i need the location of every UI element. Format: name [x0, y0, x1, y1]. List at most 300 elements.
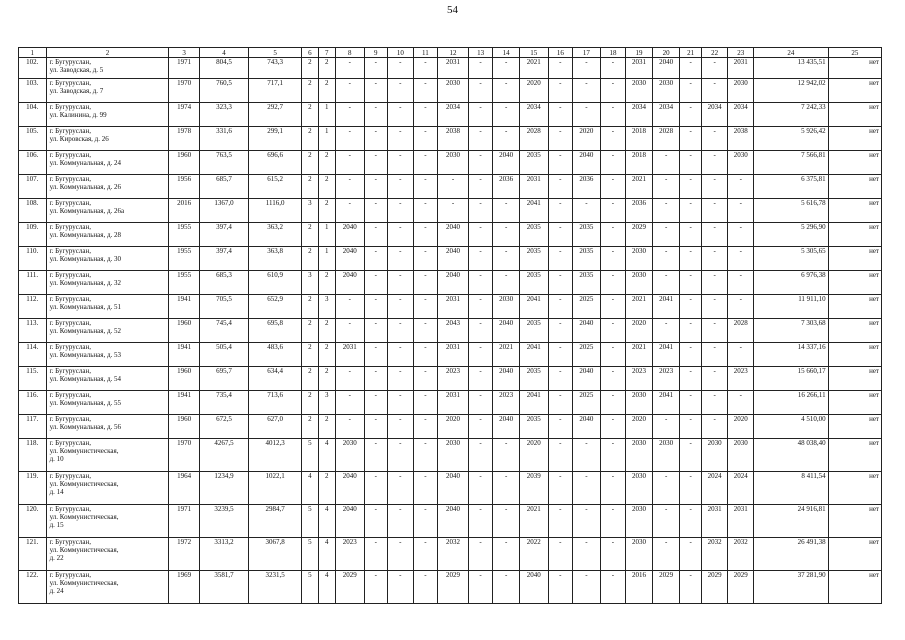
- value-cell-col-15: 2035: [519, 223, 548, 247]
- value-cell-col-21: -: [680, 58, 701, 79]
- value-cell-col-18: -: [600, 127, 626, 151]
- table-row: [19, 271, 882, 295]
- address-cell: [46, 415, 169, 439]
- column-number-header: 24: [754, 48, 829, 58]
- column-number-header: 13: [468, 48, 493, 58]
- address-line: ул. Коммунальная, д. 52: [49, 327, 122, 335]
- address-cell: [46, 367, 169, 391]
- value-cell-col-17: -: [573, 103, 601, 127]
- value-cell-col-4: 4267,5: [199, 439, 248, 472]
- value-cell-col-11: -: [413, 199, 438, 223]
- value-cell-col-9: -: [364, 295, 388, 319]
- value-cell-col-22: 2029: [701, 571, 728, 604]
- value-cell-col-24: 11 911,10: [754, 295, 829, 319]
- value-cell-col-3: 1964: [169, 472, 200, 505]
- value-cell-col-12: 2032: [438, 538, 469, 571]
- value-cell-col-17: 2040: [573, 415, 601, 439]
- value-cell-col-3: 1978: [169, 127, 200, 151]
- value-cell-col-4: 323,3: [199, 103, 248, 127]
- value-cell-col-9: -: [364, 199, 388, 223]
- value-cell-col-8: -: [335, 127, 364, 151]
- value-cell-col-9: -: [364, 223, 388, 247]
- column-number-header: 20: [652, 48, 680, 58]
- value-cell-col-4: 397,4: [199, 223, 248, 247]
- table-row: [19, 415, 882, 439]
- value-cell-col-7: 2: [318, 343, 335, 367]
- value-cell-col-19: 2029: [626, 223, 653, 247]
- value-cell-col-21: -: [680, 472, 701, 505]
- value-cell-col-21: -: [680, 271, 701, 295]
- value-cell-col-19: 2020: [626, 319, 653, 343]
- table-row: [19, 127, 882, 151]
- row-number-cell: 121.: [19, 538, 47, 571]
- value-cell-col-15: 2020: [519, 79, 548, 103]
- value-cell-col-18: -: [600, 538, 626, 571]
- value-cell-col-10: -: [388, 538, 414, 571]
- value-cell-col-7: 2: [318, 175, 335, 199]
- value-cell-col-13: -: [468, 439, 493, 472]
- value-cell-col-6: 5: [302, 439, 318, 472]
- value-cell-col-7: 2: [318, 472, 335, 505]
- value-cell-col-15: 2022: [519, 538, 548, 571]
- value-cell-col-25: нет: [828, 79, 881, 103]
- address-line: ул. Коммунальная, д. 24: [49, 159, 122, 167]
- value-cell-col-3: 1941: [169, 343, 200, 367]
- value-cell-col-16: -: [548, 103, 573, 127]
- value-cell-col-10: -: [388, 151, 414, 175]
- value-cell-col-14: 2040: [493, 415, 520, 439]
- value-cell-col-12: 2030: [438, 439, 469, 472]
- value-cell-col-14: -: [493, 103, 520, 127]
- column-number-header: 9: [364, 48, 388, 58]
- value-cell-col-9: -: [364, 472, 388, 505]
- value-cell-col-3: 1955: [169, 223, 200, 247]
- value-cell-col-24: 7 303,68: [754, 319, 829, 343]
- value-cell-col-19: 2016: [626, 571, 653, 604]
- row-number-cell: 113.: [19, 319, 47, 343]
- address-line: ул. Коммунистическая,: [49, 579, 119, 587]
- value-cell-col-14: -: [493, 271, 520, 295]
- address-line: г. Бугуруслан,: [49, 439, 92, 447]
- value-cell-col-11: -: [413, 505, 438, 538]
- value-cell-col-9: -: [364, 79, 388, 103]
- value-cell-col-14: 2040: [493, 319, 520, 343]
- value-cell-col-18: -: [600, 151, 626, 175]
- value-cell-col-16: -: [548, 415, 573, 439]
- value-cell-col-21: -: [680, 538, 701, 571]
- row-number-cell: 103.: [19, 79, 47, 103]
- value-cell-col-17: -: [573, 79, 601, 103]
- value-cell-col-15: 2020: [519, 439, 548, 472]
- value-cell-col-10: -: [388, 103, 414, 127]
- value-cell-col-7: 2: [318, 415, 335, 439]
- value-cell-col-20: -: [652, 247, 680, 271]
- value-cell-col-21: -: [680, 367, 701, 391]
- value-cell-col-22: -: [701, 391, 728, 415]
- value-cell-col-8: -: [335, 199, 364, 223]
- value-cell-col-21: -: [680, 199, 701, 223]
- value-cell-col-25: нет: [828, 505, 881, 538]
- value-cell-col-24: 7 242,33: [754, 103, 829, 127]
- value-cell-col-23: 2032: [728, 538, 754, 571]
- value-cell-col-3: 1960: [169, 415, 200, 439]
- value-cell-col-6: 2: [302, 295, 318, 319]
- value-cell-col-15: 2021: [519, 505, 548, 538]
- value-cell-col-21: -: [680, 439, 701, 472]
- value-cell-col-16: -: [548, 247, 573, 271]
- value-cell-col-24: 7 566,81: [754, 151, 829, 175]
- value-cell-col-24: 16 266,11: [754, 391, 829, 415]
- value-cell-col-24: 14 337,16: [754, 343, 829, 367]
- value-cell-col-15: 2035: [519, 415, 548, 439]
- value-cell-col-10: -: [388, 439, 414, 472]
- value-cell-col-5: 2984,7: [249, 505, 302, 538]
- value-cell-col-24: 26 491,38: [754, 538, 829, 571]
- value-cell-col-21: -: [680, 151, 701, 175]
- value-cell-col-22: -: [701, 199, 728, 223]
- value-cell-col-4: 1234,9: [199, 472, 248, 505]
- value-cell-col-6: 2: [302, 175, 318, 199]
- value-cell-col-8: 2040: [335, 223, 364, 247]
- value-cell-col-3: 1941: [169, 391, 200, 415]
- value-cell-col-23: 2030: [728, 151, 754, 175]
- value-cell-col-5: 695,8: [249, 319, 302, 343]
- value-cell-col-9: -: [364, 439, 388, 472]
- value-cell-col-15: 2041: [519, 391, 548, 415]
- value-cell-col-10: -: [388, 247, 414, 271]
- value-cell-col-7: 2: [318, 367, 335, 391]
- value-cell-col-17: 2025: [573, 343, 601, 367]
- value-cell-col-4: 760,5: [199, 79, 248, 103]
- value-cell-col-21: -: [680, 319, 701, 343]
- value-cell-col-11: -: [413, 391, 438, 415]
- value-cell-col-21: -: [680, 343, 701, 367]
- column-number-header-row: [19, 48, 882, 58]
- address-line: г. Бугуруслан,: [49, 79, 92, 87]
- value-cell-col-19: 2034: [626, 103, 653, 127]
- address-cell: [46, 58, 169, 79]
- value-cell-col-6: 2: [302, 151, 318, 175]
- value-cell-col-9: -: [364, 571, 388, 604]
- value-cell-col-18: -: [600, 505, 626, 538]
- address-line: ул. Заводская, д. 7: [49, 87, 104, 95]
- value-cell-col-21: -: [680, 391, 701, 415]
- value-cell-col-5: 634,4: [249, 367, 302, 391]
- value-cell-col-4: 505,4: [199, 343, 248, 367]
- value-cell-col-6: 5: [302, 571, 318, 604]
- value-cell-col-11: -: [413, 271, 438, 295]
- column-number-header: 7: [318, 48, 335, 58]
- address-line: ул. Коммунальная, д. 51: [49, 303, 122, 311]
- value-cell-col-20: -: [652, 271, 680, 295]
- column-number-header: 4: [199, 48, 248, 58]
- address-line: г. Бугуруслан,: [49, 571, 92, 579]
- column-number-header: 25: [828, 48, 881, 58]
- address-cell: [46, 223, 169, 247]
- value-cell-col-13: -: [468, 247, 493, 271]
- value-cell-col-8: -: [335, 367, 364, 391]
- table-row: [19, 223, 882, 247]
- value-cell-col-9: -: [364, 58, 388, 79]
- value-cell-col-23: 2030: [728, 79, 754, 103]
- value-cell-col-23: -: [728, 199, 754, 223]
- address-cell: [46, 247, 169, 271]
- value-cell-col-19: 2031: [626, 58, 653, 79]
- column-number-header: 14: [493, 48, 520, 58]
- value-cell-col-19: 2020: [626, 415, 653, 439]
- value-cell-col-11: -: [413, 58, 438, 79]
- value-cell-col-21: -: [680, 415, 701, 439]
- value-cell-col-8: 2040: [335, 472, 364, 505]
- value-cell-col-9: -: [364, 271, 388, 295]
- value-cell-col-8: -: [335, 391, 364, 415]
- value-cell-col-11: -: [413, 319, 438, 343]
- value-cell-col-5: 3231,5: [249, 571, 302, 604]
- value-cell-col-19: 2030: [626, 391, 653, 415]
- value-cell-col-13: -: [468, 505, 493, 538]
- value-cell-col-13: -: [468, 391, 493, 415]
- value-cell-col-22: -: [701, 319, 728, 343]
- value-cell-col-10: -: [388, 391, 414, 415]
- value-cell-col-21: -: [680, 295, 701, 319]
- value-cell-col-21: -: [680, 571, 701, 604]
- value-cell-col-18: -: [600, 58, 626, 79]
- address-line: ул. Коммунистическая,: [49, 513, 119, 521]
- value-cell-col-23: -: [728, 175, 754, 199]
- address-cell: [46, 538, 169, 571]
- address-line: ул. Коммунальная, д. 32: [49, 279, 122, 287]
- value-cell-col-18: -: [600, 175, 626, 199]
- value-cell-col-12: 2040: [438, 271, 469, 295]
- value-cell-col-20: -: [652, 415, 680, 439]
- column-number-header: 16: [548, 48, 573, 58]
- address-cell: [46, 295, 169, 319]
- address-cell: [46, 271, 169, 295]
- value-cell-col-12: 2030: [438, 79, 469, 103]
- value-cell-col-20: -: [652, 175, 680, 199]
- address-line: д. 24: [49, 587, 64, 595]
- value-cell-col-19: 2023: [626, 367, 653, 391]
- value-cell-col-13: -: [468, 58, 493, 79]
- value-cell-col-3: 1955: [169, 247, 200, 271]
- value-cell-col-4: 3239,5: [199, 505, 248, 538]
- value-cell-col-7: 4: [318, 538, 335, 571]
- value-cell-col-4: 3581,7: [199, 571, 248, 604]
- value-cell-col-18: -: [600, 223, 626, 247]
- column-number-header: 6: [302, 48, 318, 58]
- value-cell-col-5: 299,1: [249, 127, 302, 151]
- value-cell-col-13: -: [468, 79, 493, 103]
- row-number-cell: 119.: [19, 472, 47, 505]
- value-cell-col-12: 2031: [438, 391, 469, 415]
- value-cell-col-8: -: [335, 295, 364, 319]
- value-cell-col-12: 2020: [438, 415, 469, 439]
- value-cell-col-23: 2024: [728, 472, 754, 505]
- value-cell-col-9: -: [364, 343, 388, 367]
- row-number-cell: 110.: [19, 247, 47, 271]
- row-number-cell: 109.: [19, 223, 47, 247]
- value-cell-col-5: 363,2: [249, 223, 302, 247]
- value-cell-col-10: -: [388, 271, 414, 295]
- value-cell-col-5: 743,3: [249, 58, 302, 79]
- value-cell-col-6: 4: [302, 472, 318, 505]
- value-cell-col-25: нет: [828, 199, 881, 223]
- value-cell-col-20: -: [652, 151, 680, 175]
- value-cell-col-6: 5: [302, 538, 318, 571]
- value-cell-col-22: -: [701, 247, 728, 271]
- value-cell-col-11: -: [413, 175, 438, 199]
- value-cell-col-14: -: [493, 472, 520, 505]
- value-cell-col-17: 2040: [573, 367, 601, 391]
- value-cell-col-23: -: [728, 343, 754, 367]
- table-row: [19, 199, 882, 223]
- address-line: ул. Коммунальная, д. 26а: [49, 207, 125, 215]
- value-cell-col-15: 2035: [519, 367, 548, 391]
- value-cell-col-20: -: [652, 319, 680, 343]
- value-cell-col-25: нет: [828, 415, 881, 439]
- value-cell-col-20: -: [652, 538, 680, 571]
- value-cell-col-13: -: [468, 103, 493, 127]
- value-cell-col-5: 652,9: [249, 295, 302, 319]
- address-cell: [46, 391, 169, 415]
- value-cell-col-20: -: [652, 472, 680, 505]
- column-number-header: 23: [728, 48, 754, 58]
- value-cell-col-13: -: [468, 127, 493, 151]
- value-cell-col-3: 1970: [169, 79, 200, 103]
- value-cell-col-14: 2021: [493, 343, 520, 367]
- value-cell-col-18: -: [600, 343, 626, 367]
- value-cell-col-14: 2030: [493, 295, 520, 319]
- value-cell-col-19: 2018: [626, 151, 653, 175]
- address-line: г. Бугуруслан,: [49, 223, 92, 231]
- value-cell-col-18: -: [600, 199, 626, 223]
- value-cell-col-3: 1970: [169, 439, 200, 472]
- value-cell-col-23: 2031: [728, 58, 754, 79]
- value-cell-col-16: -: [548, 319, 573, 343]
- value-cell-col-4: 331,6: [199, 127, 248, 151]
- value-cell-col-21: -: [680, 79, 701, 103]
- value-cell-col-20: 2034: [652, 103, 680, 127]
- value-cell-col-19: 2036: [626, 199, 653, 223]
- value-cell-col-9: -: [364, 103, 388, 127]
- address-cell: [46, 472, 169, 505]
- value-cell-col-8: -: [335, 175, 364, 199]
- value-cell-col-23: 2023: [728, 367, 754, 391]
- value-cell-col-18: -: [600, 367, 626, 391]
- value-cell-col-4: 3313,2: [199, 538, 248, 571]
- value-cell-col-25: нет: [828, 247, 881, 271]
- value-cell-col-4: 745,4: [199, 319, 248, 343]
- value-cell-col-11: -: [413, 151, 438, 175]
- value-cell-col-12: 2031: [438, 58, 469, 79]
- value-cell-col-14: -: [493, 247, 520, 271]
- table-row: [19, 175, 882, 199]
- address-line: г. Бугуруслан,: [49, 247, 92, 255]
- value-cell-col-15: 2021: [519, 58, 548, 79]
- value-cell-col-14: -: [493, 199, 520, 223]
- address-line: г. Бугуруслан,: [49, 538, 92, 546]
- value-cell-col-7: 4: [318, 505, 335, 538]
- table-row: [19, 247, 882, 271]
- value-cell-col-14: -: [493, 127, 520, 151]
- value-cell-col-13: -: [468, 538, 493, 571]
- value-cell-col-11: -: [413, 79, 438, 103]
- value-cell-col-11: -: [413, 223, 438, 247]
- value-cell-col-12: 2023: [438, 367, 469, 391]
- value-cell-col-17: 2025: [573, 391, 601, 415]
- value-cell-col-22: 2034: [701, 103, 728, 127]
- value-cell-col-4: 672,5: [199, 415, 248, 439]
- value-cell-col-3: 1974: [169, 103, 200, 127]
- value-cell-col-11: -: [413, 472, 438, 505]
- value-cell-col-24: 4 510,00: [754, 415, 829, 439]
- address-cell: [46, 151, 169, 175]
- value-cell-col-3: 1960: [169, 151, 200, 175]
- value-cell-col-16: -: [548, 367, 573, 391]
- value-cell-col-3: 1941: [169, 295, 200, 319]
- value-cell-col-17: 2040: [573, 319, 601, 343]
- value-cell-col-4: 695,7: [199, 367, 248, 391]
- value-cell-col-3: 2016: [169, 199, 200, 223]
- value-cell-col-8: -: [335, 415, 364, 439]
- value-cell-col-8: -: [335, 151, 364, 175]
- value-cell-col-11: -: [413, 103, 438, 127]
- value-cell-col-15: 2028: [519, 127, 548, 151]
- value-cell-col-12: 2034: [438, 103, 469, 127]
- value-cell-col-5: 3067,8: [249, 538, 302, 571]
- value-cell-col-19: 2030: [626, 79, 653, 103]
- value-cell-col-24: 8 411,54: [754, 472, 829, 505]
- column-number-header: 17: [573, 48, 601, 58]
- value-cell-col-18: -: [600, 295, 626, 319]
- value-cell-col-7: 2: [318, 58, 335, 79]
- value-cell-col-24: 5 616,78: [754, 199, 829, 223]
- value-cell-col-20: 2023: [652, 367, 680, 391]
- address-cell: [46, 505, 169, 538]
- value-cell-col-12: 2040: [438, 472, 469, 505]
- address-cell: [46, 127, 169, 151]
- address-line: ул. Коммунальная, д. 54: [49, 375, 122, 383]
- address-line: г. Бугуруслан,: [49, 58, 92, 66]
- value-cell-col-13: -: [468, 271, 493, 295]
- value-cell-col-20: 2030: [652, 439, 680, 472]
- value-cell-col-5: 1022,1: [249, 472, 302, 505]
- value-cell-col-14: -: [493, 439, 520, 472]
- value-cell-col-5: 696,6: [249, 151, 302, 175]
- value-cell-col-22: -: [701, 415, 728, 439]
- value-cell-col-7: 2: [318, 271, 335, 295]
- column-number-header: 11: [413, 48, 438, 58]
- address-cell: [46, 103, 169, 127]
- table-row: [19, 571, 882, 604]
- value-cell-col-11: -: [413, 247, 438, 271]
- value-cell-col-21: -: [680, 247, 701, 271]
- value-cell-col-22: -: [701, 343, 728, 367]
- row-number-cell: 120.: [19, 505, 47, 538]
- value-cell-col-13: -: [468, 319, 493, 343]
- column-number-header: 10: [388, 48, 414, 58]
- value-cell-col-12: 2040: [438, 247, 469, 271]
- address-line: ул. Коммунистическая,: [49, 447, 119, 455]
- address-line: г. Бугуруслан,: [49, 271, 92, 279]
- value-cell-col-16: -: [548, 391, 573, 415]
- address-cell: [46, 199, 169, 223]
- address-line: ул. Коммунальная, д. 53: [49, 351, 122, 359]
- value-cell-col-8: 2040: [335, 247, 364, 271]
- value-cell-col-4: 397,4: [199, 247, 248, 271]
- address-line: г. Бугуруслан,: [49, 175, 92, 183]
- table-row: [19, 151, 882, 175]
